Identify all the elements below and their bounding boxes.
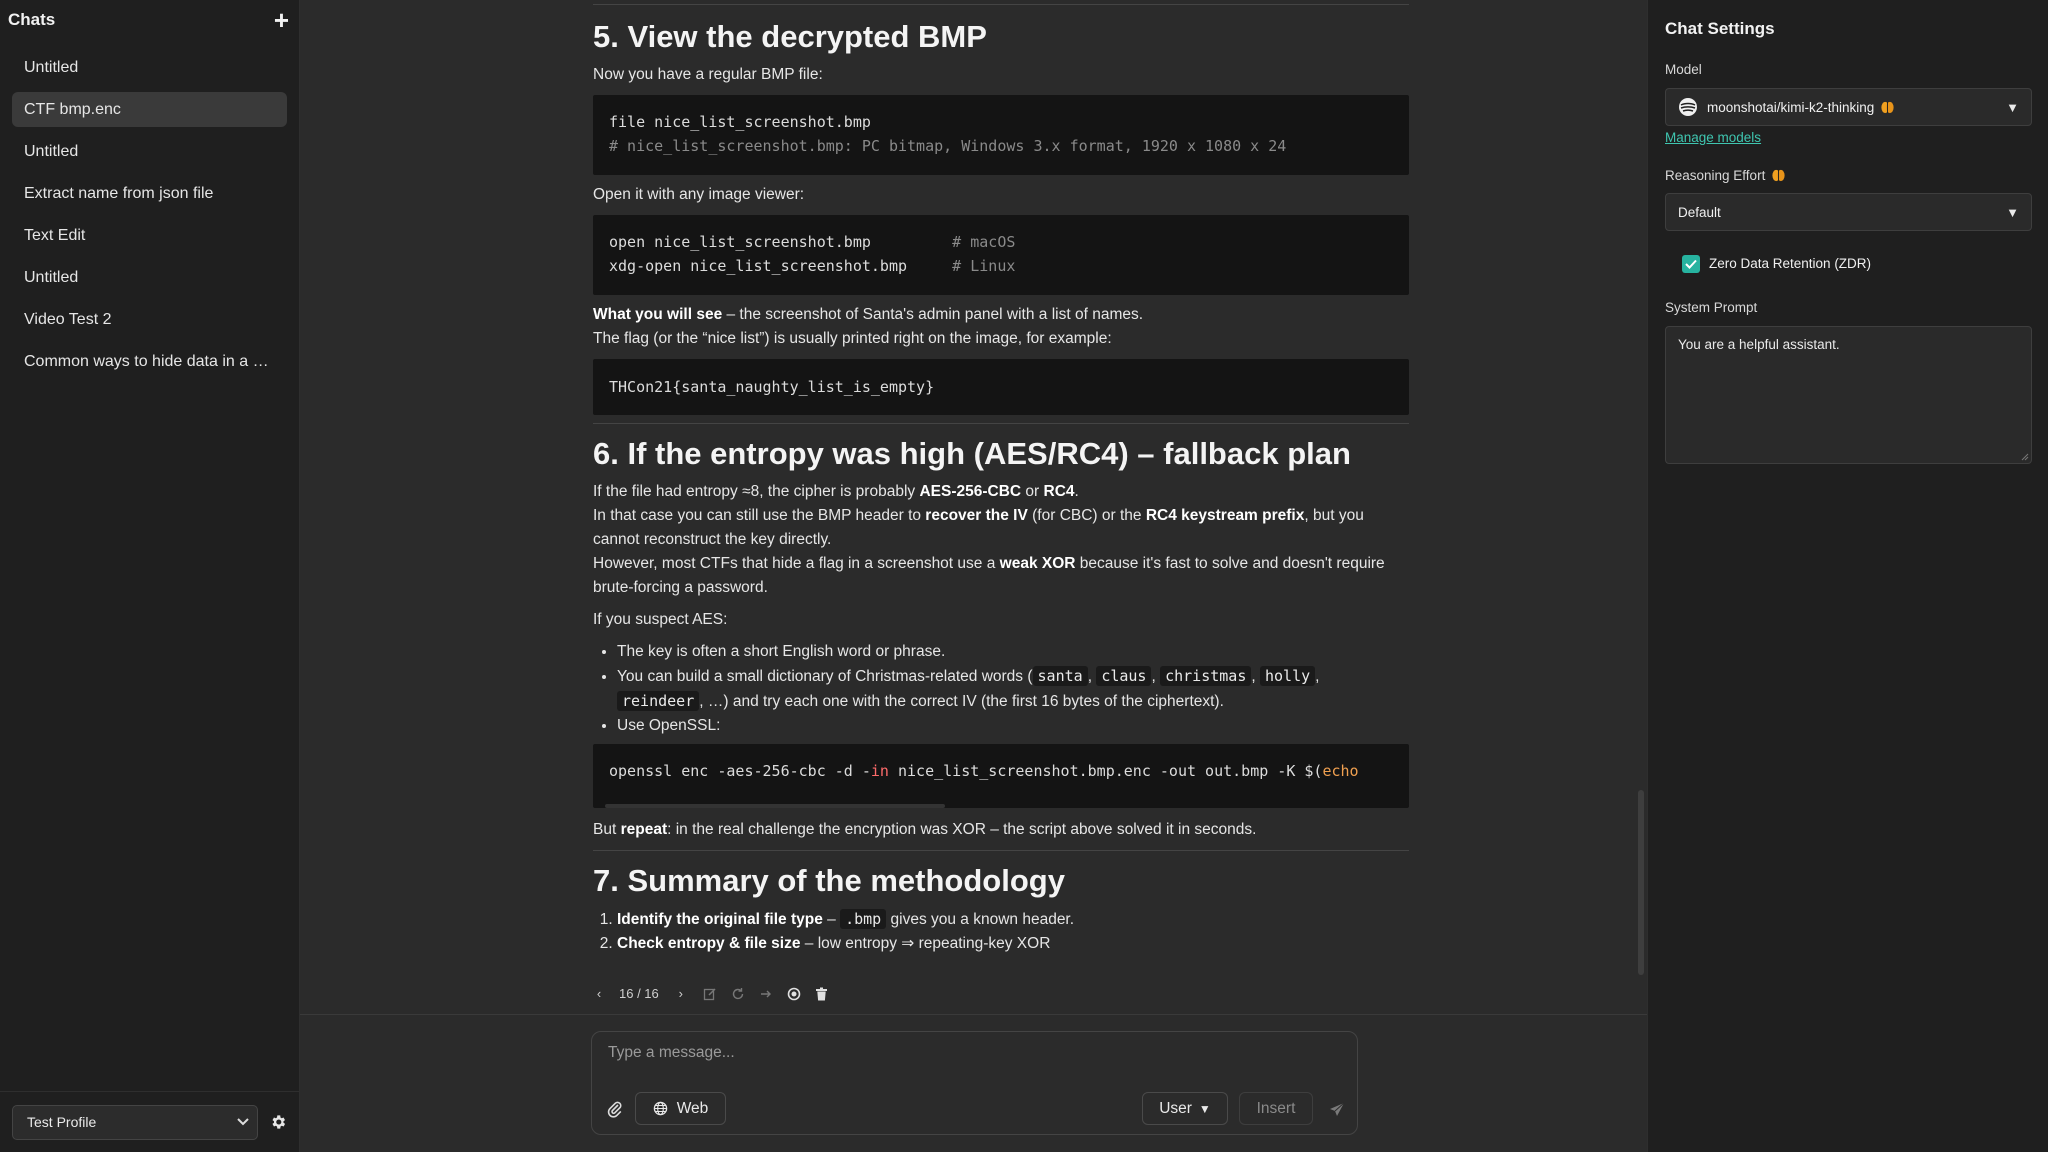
manage-models-link[interactable]: Manage models: [1665, 130, 1762, 145]
globe-icon: [653, 1101, 668, 1116]
list-item: [617, 907, 1409, 932]
send-icon[interactable]: [1329, 1102, 1345, 1118]
main-scrollbar[interactable]: [1638, 790, 1644, 975]
zdr-label[interactable]: Zero Data Retention (ZDR): [1709, 256, 1872, 271]
chat-item[interactable]: Untitled: [24, 58, 79, 76]
text: If the file had entropy ≈8, the cipher is probably: [593, 483, 920, 500]
sidebar-footer: [0, 1091, 300, 1152]
bold-text: RC4: [1043, 483, 1075, 500]
reasoning-effort-label-text: Reasoning Effort: [1665, 168, 1766, 183]
bold-text: recover the IV: [925, 507, 1028, 524]
paperclip-icon[interactable]: [607, 1100, 623, 1118]
system-prompt-label: System Prompt: [1665, 300, 1758, 315]
chat-item[interactable]: Untitled: [24, 268, 79, 286]
assistant-message: [593, 0, 1409, 956]
divider: [593, 4, 1409, 5]
paragraph: The flag (or the “nice list”) is usually printed right on the image, for example:: [593, 330, 1112, 347]
inline-code: santa: [1033, 666, 1088, 686]
settings-title: Chat Settings: [1665, 19, 1775, 38]
trash-icon[interactable]: [815, 987, 828, 1001]
message-toolbar: [593, 986, 828, 1001]
insert-button[interactable]: [1239, 1092, 1313, 1125]
inline-code: christmas: [1160, 666, 1251, 686]
paragraph: Now you have a regular BMP file:: [593, 66, 823, 83]
paragraph: [593, 480, 1409, 504]
bold-text: repeat: [620, 821, 668, 838]
text: , but you cannot reconstruct the key directly.: [593, 507, 1364, 548]
model-label: Model: [1665, 62, 1702, 77]
inline-code: claus: [1096, 666, 1151, 686]
text: .: [1074, 483, 1079, 500]
paragraph: If you suspect AES:: [593, 611, 728, 628]
model-logo-icon: [1678, 97, 1698, 117]
code-line: open nice_list_screenshot.bmp: [609, 233, 953, 251]
role-select-value: User: [1159, 1099, 1192, 1117]
chevron-left-icon[interactable]: ‹: [596, 986, 602, 1001]
edit-icon[interactable]: [703, 987, 717, 1001]
code-block[interactable]: THCon21{santa_naughty_list_is_empty}: [593, 359, 1409, 415]
code-line: file nice_list_screenshot.bmp: [609, 113, 871, 131]
regenerate-icon[interactable]: [731, 987, 745, 1001]
chevron-down-icon: [237, 1118, 249, 1126]
new-chat-button[interactable]: +: [273, 5, 289, 35]
code-block[interactable]: [593, 95, 1409, 175]
code-comment: # Linux: [952, 257, 1016, 275]
code-horizontal-scrollbar[interactable]: [605, 804, 945, 808]
section-heading: 7. Summary of the methodology: [593, 863, 1065, 898]
bullet-list: [593, 640, 1409, 738]
record-icon[interactable]: [787, 987, 801, 1001]
list-item: [617, 932, 1409, 956]
code-comment: # macOS: [952, 233, 1016, 251]
bold-text: Check entropy & file size: [617, 935, 801, 952]
divider: [593, 423, 1409, 424]
text: But: [593, 821, 621, 838]
reasoning-effort-value: Default: [1678, 204, 1721, 220]
paragraph: Open it with any image viewer:: [593, 186, 805, 203]
code-keyword: in: [870, 762, 889, 780]
reasoning-effort-label: [1665, 168, 1786, 183]
code-keyword: echo: [1322, 762, 1359, 780]
chat-item[interactable]: Common ways to hide data in a …: [24, 352, 269, 370]
resize-handle-icon[interactable]: [2021, 453, 2029, 461]
divider: [300, 1014, 1647, 1015]
text: gives you a known header.: [886, 911, 1075, 928]
bold-text: weak XOR: [999, 555, 1076, 572]
section-heading: 5. View the decrypted BMP: [593, 19, 987, 54]
code-block[interactable]: [593, 215, 1409, 295]
text: (for CBC) or the: [1027, 507, 1146, 524]
inline-code: .bmp: [840, 909, 886, 929]
bold-text: AES-256-CBC: [919, 483, 1022, 500]
text: In that case you can still use the BMP header to: [593, 507, 926, 524]
brain-icon: [1771, 168, 1786, 183]
section-heading: 6. If the entropy was high (AES/RC4) – fallback plan: [593, 436, 1351, 471]
bold-text: What you will see: [593, 306, 723, 323]
list-item: • You can build a small dictionary of Christmas-related words ( santa , claus , christmas , holly , reindeer , …) and try each one with the correct IV (the first 16 bytes of the ciphertext).: [617, 664, 1409, 714]
text: – the screenshot of Santa's admin panel with a list of names.: [722, 306, 1144, 323]
text: However, most CTFs that hide a flag in a screenshot use a: [593, 555, 1000, 572]
forward-icon[interactable]: [759, 987, 773, 1001]
system-prompt-textarea[interactable]: [1665, 326, 2032, 464]
text: –: [822, 911, 841, 928]
chat-main: [300, 0, 1647, 1152]
text: – low entropy ⇒ repeating-key XOR: [800, 935, 1051, 952]
reasoning-effort-select[interactable]: [1665, 193, 2032, 231]
paragraph: [593, 818, 1409, 842]
code-block[interactable]: [593, 744, 1409, 808]
chevron-right-icon[interactable]: ›: [678, 986, 683, 1001]
sidebar-header: [0, 0, 299, 40]
gear-icon[interactable]: [270, 1113, 288, 1131]
paragraph: [593, 552, 1409, 600]
numbered-list: [593, 907, 1409, 956]
list-item: • The key is often a short English word or phrase.: [617, 640, 1409, 664]
chat-item-active[interactable]: CTF bmp.enc: [12, 92, 287, 127]
chat-list: [0, 50, 299, 379]
caret-down-icon: ▼: [1198, 1101, 1211, 1116]
system-prompt-value: You are a helpful assistant.: [1678, 337, 1840, 352]
divider: [593, 850, 1409, 851]
brain-icon: [1880, 100, 1895, 115]
profile-select-value: Test Profile: [27, 1114, 97, 1130]
chat-item[interactable]: Text Edit: [24, 226, 86, 244]
role-select[interactable]: [1142, 1092, 1228, 1125]
bold-text: Identify the original file type: [617, 911, 823, 928]
paragraph: [593, 504, 1409, 552]
profile-select[interactable]: [12, 1105, 258, 1140]
code-line: xdg-open nice_list_screenshot.bmp: [609, 257, 953, 275]
message-composer[interactable]: [591, 1031, 1358, 1135]
message-pager: 16 / 16: [619, 986, 659, 1001]
paragraph: [593, 303, 1409, 327]
message-input[interactable]: Type a message...: [608, 1044, 735, 1061]
chat-sidebar: [0, 0, 300, 1152]
web-search-button[interactable]: [635, 1092, 726, 1125]
caret-down-icon: ▼: [2006, 204, 2019, 220]
text: You can build a small dictionary of Christmas-related words (: [617, 668, 1033, 685]
insert-button-label: Insert: [1256, 1099, 1296, 1117]
bold-text: RC4 keystream prefix: [1145, 507, 1305, 524]
web-button-label: Web: [676, 1099, 709, 1117]
text: , …) and try each one with the correct IV (the first 16 bytes of the ciphertext).: [699, 693, 1224, 710]
model-select-value: moonshotai/kimi-k2-thinking: [1707, 99, 1875, 115]
chat-item[interactable]: Extract name from json file: [24, 184, 214, 202]
sidebar-title: Chats: [8, 10, 56, 29]
model-select[interactable]: [1665, 88, 2032, 126]
text: because it's fast to solve and doesn't require brute-forcing a password.: [593, 555, 1385, 596]
chat-item[interactable]: Video Test 2: [24, 310, 112, 328]
zdr-checkbox[interactable]: [1682, 255, 1700, 273]
inline-code: reindeer: [617, 691, 699, 711]
inline-code: holly: [1260, 666, 1315, 686]
code-comment: # nice_list_screenshot.bmp: PC bitmap, Windows 3.x format, 1920 x 1080 x 24: [609, 137, 1287, 155]
chat-item[interactable]: Untitled: [24, 142, 79, 160]
caret-down-icon: ▼: [2006, 99, 2019, 115]
list-item: • Use OpenSSL:: [617, 714, 1409, 738]
code-line: openssl enc -aes-256-cbc -d -: [609, 762, 871, 780]
checkmark-icon: [1685, 259, 1697, 269]
text: or: [1021, 483, 1044, 500]
chat-settings-panel: [1647, 0, 2048, 1152]
code-line: nice_list_screenshot.bmp.enc -out out.bmp -K $(: [888, 762, 1323, 780]
text: : in the real challenge the encryption was XOR – the script above solved it in seconds.: [667, 821, 1257, 838]
